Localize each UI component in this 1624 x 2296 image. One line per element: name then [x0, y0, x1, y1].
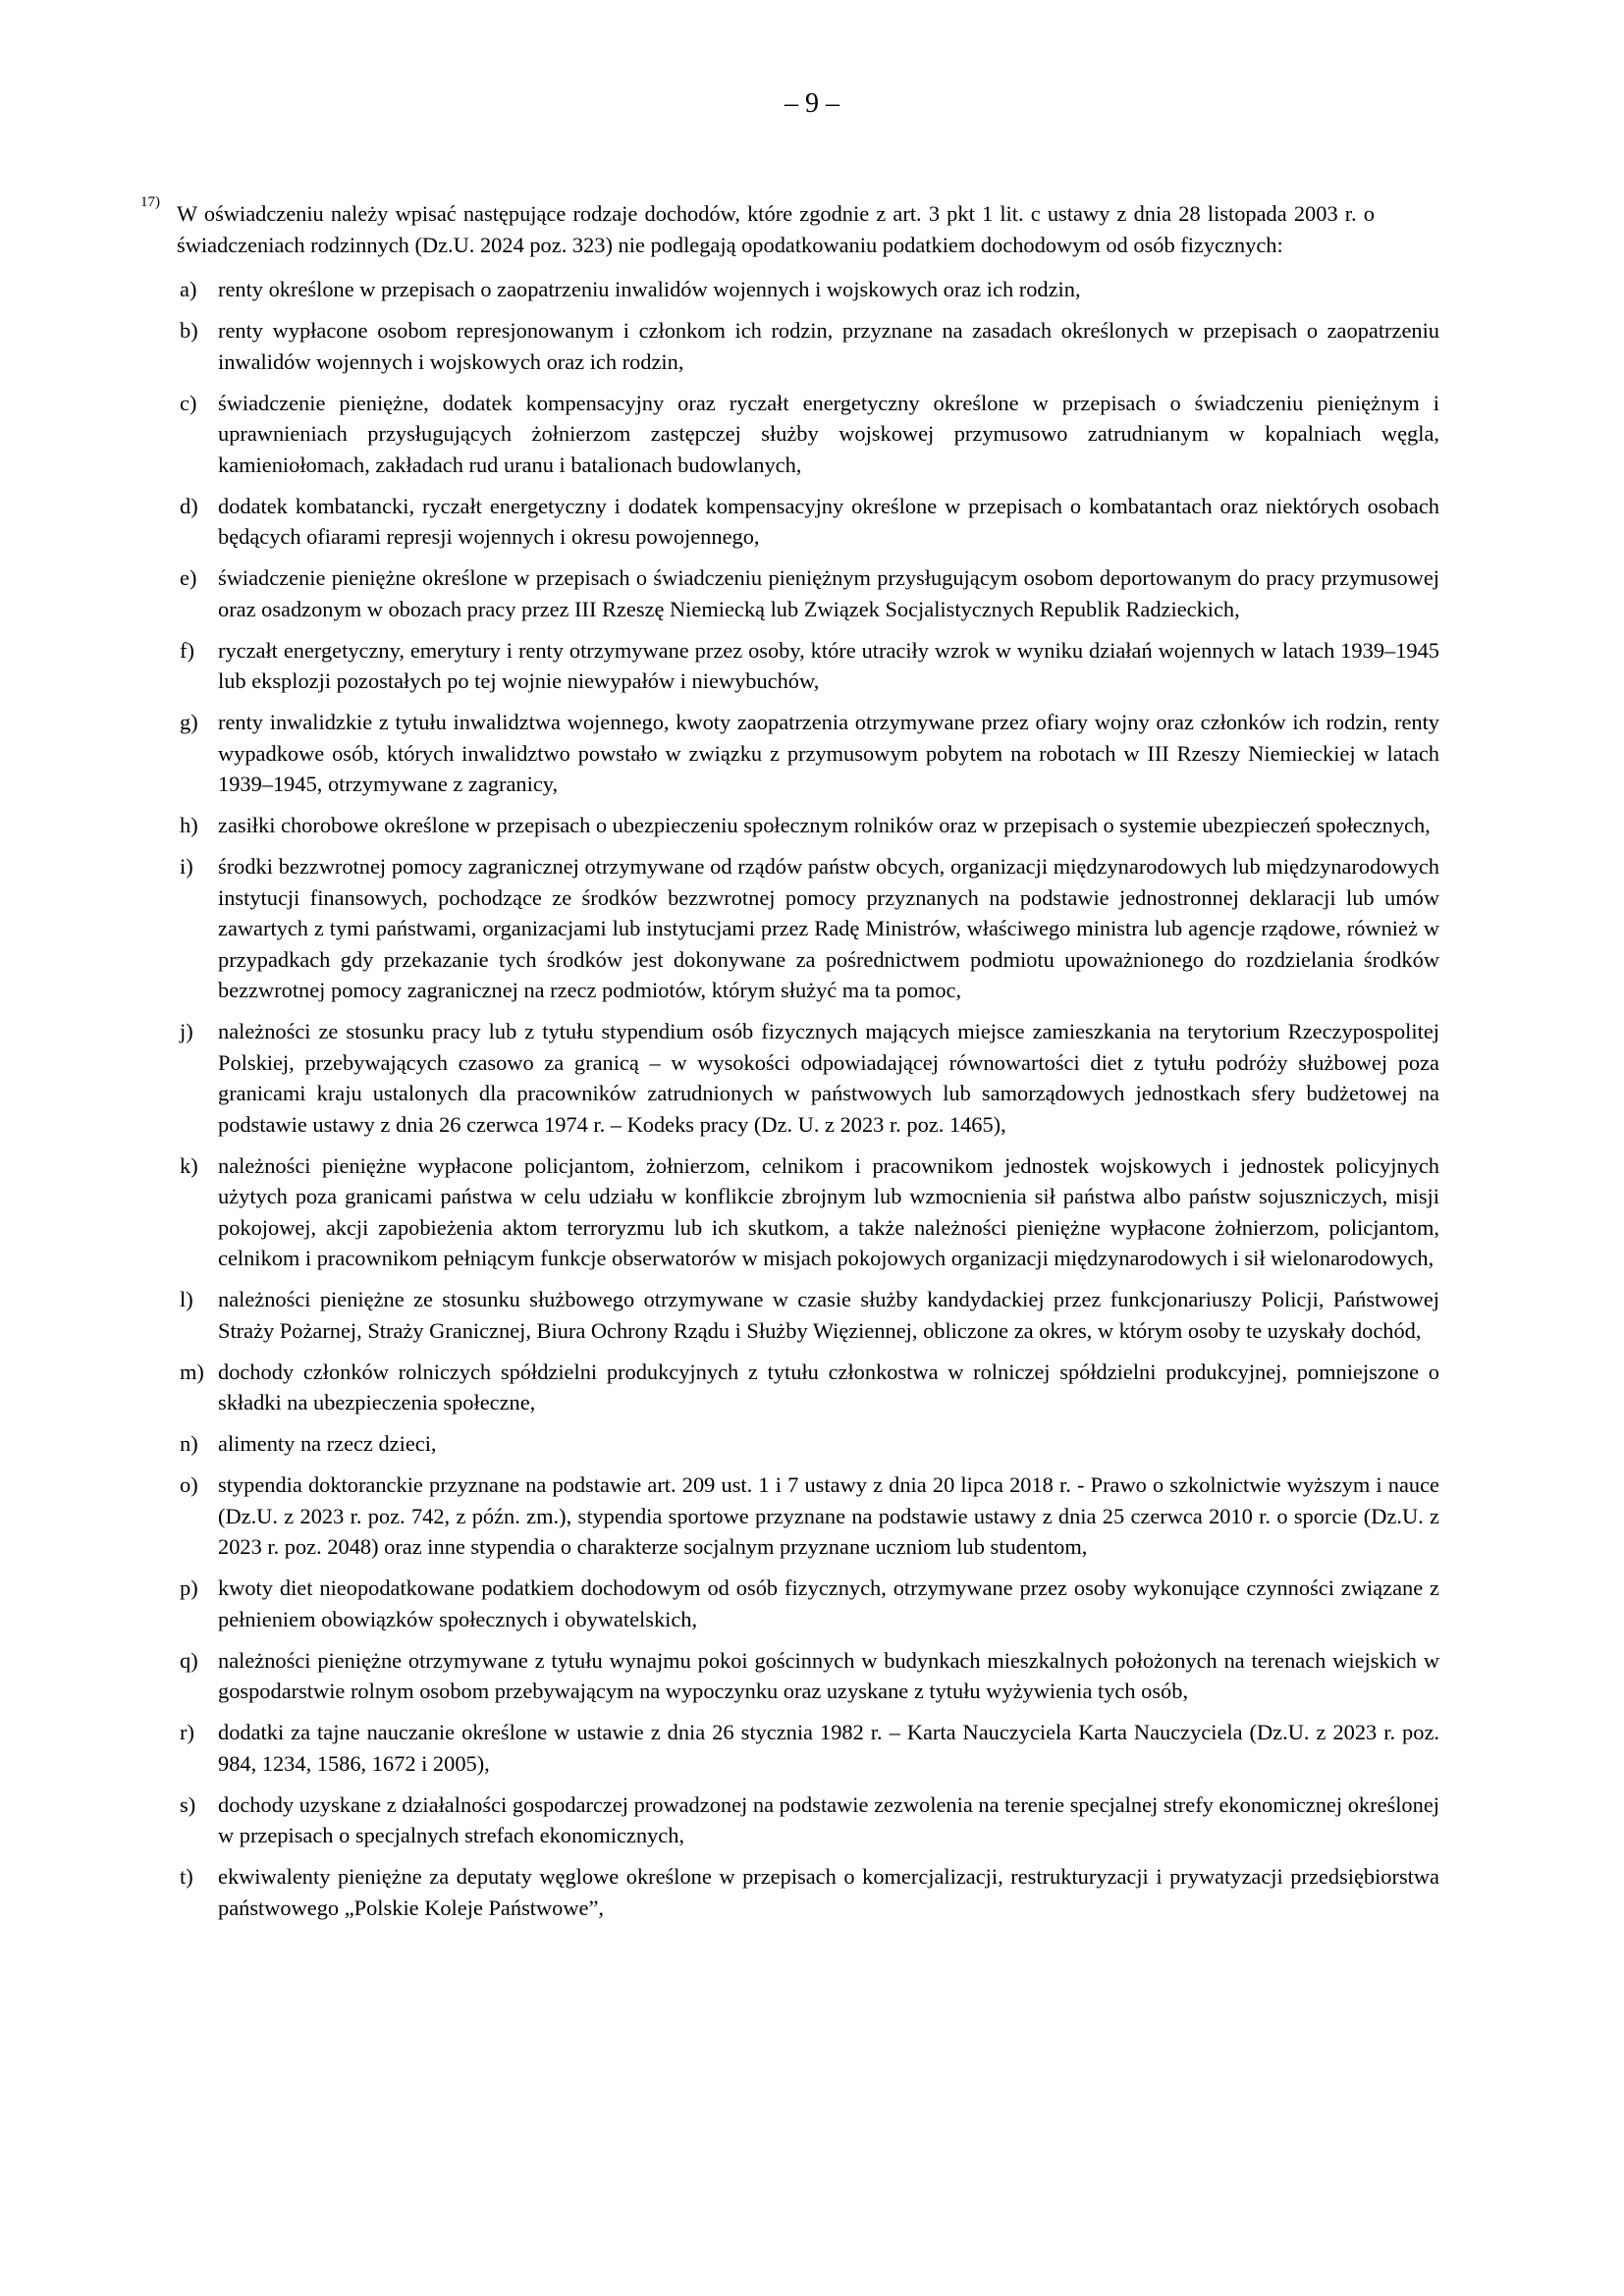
- list-marker: o): [180, 1472, 198, 1497]
- list-marker: r): [180, 1720, 194, 1744]
- list-item-c: [140, 388, 1439, 481]
- list-item-text: zasiłki chorobowe określone w przepisach o ubezpieczeniu społecznym rolników oraz w przepisach o systemie ubezpieczeń społecznych,: [218, 813, 1431, 837]
- list-marker: f): [180, 637, 194, 663]
- list-item-b: [140, 315, 1439, 377]
- list-item-text: dochody uzyskane z działalności gospodarczej prowadzonej na podstawie zezwolenia na terenie specjalnej strefy ekonomicznej określonej w przepisach o specjalnych strefach ekonomicznych,: [218, 1791, 1439, 1847]
- list-item-p: [140, 1573, 1439, 1634]
- list-item-text: świadczenie pieniężne, dodatek kompensacyjny oraz ryczałt energetyczny określone w przepisach o świadczeniu pieniężnym i uprawnieniach przysługujących żołnierzom zastępczej służby wojskowej przymusowo zatrudnianym w kopalniach węgla, kamieniołomach, zakładach rud uranu i batalionach budowlanych,: [218, 390, 1439, 477]
- list-marker: l): [180, 1287, 193, 1311]
- footnote-marker: 17): [140, 194, 160, 210]
- list-item-k: [140, 1150, 1439, 1274]
- list-marker: k): [180, 1152, 198, 1178]
- list-item-i: [140, 851, 1439, 1006]
- list-item-q: [140, 1645, 1439, 1707]
- list-marker: h): [180, 813, 198, 837]
- list-item-d: [140, 491, 1439, 553]
- list-item-h: [140, 810, 1439, 841]
- list-item-f: [140, 635, 1439, 697]
- list-item-text: należności pieniężne ze stosunku służbowego otrzymywane w czasie służby kandydackiej przez funkcjonariuszy Policji, Państwowej Straży Pożarnej, Straży Granicznej, Biura Ochrony Rządu i Służby Więziennej, obliczone za okres, w którym osoby te uzyskały dochód,: [218, 1287, 1439, 1343]
- list-item-s: [140, 1789, 1439, 1851]
- list-item-text: ryczałt energetyczny, emerytury i renty otrzymywane przez osoby, które utraciły wzrok w wyniku działań wojennych w latach 1939–1945 lub eksplozji pozostałych po tej wojnie niewypałów i niewybuchów,: [218, 637, 1439, 693]
- list-marker: a): [180, 277, 197, 301]
- list-marker: e): [180, 565, 197, 590]
- list-item-text: świadczenie pieniężne określone w przepisach o świadczeniu pieniężnym przysługującym osobom deportowanym do pracy przymusowej oraz osadzonym w obozach pracy przez III Rzeszę Niemiecką lub Związek Socjalistycznych Republik Radzieckich,: [218, 565, 1439, 621]
- list-marker: s): [180, 1791, 196, 1817]
- list-item-text: stypendia doktoranckie przyznane na podstawie art. 209 ust. 1 i 7 ustawy z dnia 20 lipca 2018 r. - Prawo o szkolnictwie wyższym i nauce (Dz.U. z 2023 r. poz. 742, z późn. zm.), stypendia sportowe przyznane na podstawie ustawy z dnia 25 czerwca 2010 r. o sporcie (Dz.U. z 2023 r. poz. 2048) oraz inne stypendia o charakterze socjalnym przyznane uczniom lub studentom,: [218, 1472, 1439, 1559]
- list-marker: j): [180, 1019, 193, 1043]
- list-item-n: [140, 1428, 1439, 1460]
- list-marker: g): [180, 710, 198, 734]
- list-marker: d): [180, 493, 198, 518]
- list-marker: i): [180, 854, 193, 879]
- list-item-text: renty określone w przepisach o zaopatrzeniu inwalidów wojennych i wojskowych oraz ich rodzin,: [218, 277, 1081, 301]
- list-item-m: [140, 1357, 1439, 1418]
- list-marker: p): [180, 1575, 198, 1600]
- list-item-text: ekwiwalenty pieniężne za deputaty węglowe określone w przepisach o komercjalizacji, restrukturyzacji i prywatyzacji przedsiębiorstwa państwowego „Polskie Koleje Państwowe”,: [218, 1864, 1439, 1920]
- list-marker: b): [180, 318, 198, 343]
- list-item-text: alimenty na rzecz dzieci,: [218, 1431, 437, 1456]
- list-item-text: dochody członków rolniczych spółdzielni produkcyjnych z tytułu członkostwa w rolniczej spółdzielni produkcyjnej, pomniejszone o składki na ubezpieczenia społeczne,: [218, 1359, 1439, 1415]
- list-item-text: środki bezzwrotnej pomocy zagranicznej otrzymywane od rządów państw obcych, organizacji międzynarodowych lub międzynarodowych instytucji finansowych, pochodzące ze środków bezzwrotnej pomocy przyznanych na podstawie jednostronnej deklaracji lub umów zawartych z tymi państwami, organizacjami lub instytucjami przez Radę Ministrów, właściwego ministra lub agencje rządowe, również w przypadkach gdy przekazanie tych środków jest dokonywane za pośrednictwem podmiotu upoważnionego do rozdzielania środków bezzwrotnej pomocy zagranicznej na rzecz podmiotów, którym służyć ma ta pomoc,: [218, 854, 1439, 1002]
- page-number: – 9 –: [785, 88, 839, 119]
- income-list: [140, 274, 1446, 1923]
- footnote-intro-text: W oświadczeniu należy wpisać następujące rodzaje dochodów, które zgodnie z art. 3 pkt 1 lit. c ustawy z dnia 28 listopada 2003 r. o świadczeniach rodzinnych (Dz.U. 2024 poz. 323) nie podlegają opodatkowaniu podatkiem dochodowym od osób fizycznych:: [177, 201, 1375, 257]
- list-item-text: renty inwalidzkie z tytułu inwalidztwa wojennego, kwoty zaopatrzenia otrzymywane przez ofiary wojny oraz członków ich rodzin, renty wypadkowe osób, których inwalidztwo powstało w związku z przymusowym pobytem na robotach w III Rzeszy Niemieckiej w latach 1939–1945, otrzymywane z zagranicy,: [218, 710, 1439, 796]
- list-marker: t): [180, 1864, 193, 1889]
- list-marker: m): [180, 1359, 204, 1384]
- list-item-l: [140, 1284, 1439, 1346]
- footnote-17: [140, 194, 1446, 1934]
- list-item-e: [140, 562, 1439, 624]
- list-item-text: należności pieniężne wypłacone policjantom, żołnierzom, celnikom i pracownikom jednostek wojskowych i jednostek policyjnych użytych poza granicami państwa w celu udziału w konflikcie zbrojnym lub wzmocnienia sił państwa albo państw sojuszniczych, misji pokojowej, akcji zapobieżenia aktom terroryzmu lub ich skutkom, a także należności pieniężne wypłacone żołnierzom, policjantom, celnikom i pracownikom pełniącym funkcje obserwatorów w misjach pokojowych organizacji międzynarodowych i sił wielonarodowych,: [218, 1152, 1439, 1270]
- list-item-g: [140, 707, 1439, 800]
- list-item-text: dodatki za tajne nauczanie określone w ustawie z dnia 26 stycznia 1982 r. – Karta Nauczyciela Karta Nauczyciela (Dz.U. z 2023 r. poz. 984, 1234, 1586, 1672 i 2005),: [218, 1720, 1439, 1776]
- list-item-text: należności pieniężne otrzymywane z tytułu wynajmu pokoi gościnnych w budynkach mieszkalnych położonych na terenach wiejskich w gospodarstwie rolnym osobom przebywającym na wypoczynku oraz uzyskane z tytułu wyżywienia tych osób,: [218, 1647, 1439, 1703]
- list-marker: q): [180, 1647, 198, 1673]
- list-item-a: [140, 274, 1439, 305]
- list-item-text: renty wypłacone osobom represjonowanym i członkom ich rodzin, przyznane na zasadach określonych w przepisach o zaopatrzeniu inwalidów wojennych i wojskowych oraz ich rodzin,: [218, 318, 1439, 374]
- list-item-text: kwoty diet nieopodatkowane podatkiem dochodowym od osób fizycznych, otrzymywane przez osoby wykonujące czynności związane z pełnieniem obowiązków społecznych i obywatelskich,: [218, 1575, 1439, 1631]
- list-item-text: dodatek kombatancki, ryczałt energetyczny i dodatek kompensacyjny określone w przepisach o kombatantach oraz niektórych osobach będących ofiarami represji wojennych i okresu powojennego,: [218, 493, 1439, 549]
- list-item-text: należności ze stosunku pracy lub z tytułu stypendium osób fizycznych mających miejsce zamieszkania na terytorium Rzeczypospolitej Polskiej, przebywających czasowo za granicą – w wysokości odpowiadającej równowartości diet z tytułu podróży służbowej poza granicami kraju ustalonych dla pracowników zatrudnionych w państwowych lub samorządowych jednostkach sfery budżetowej na podstawie ustawy z dnia 26 czerwca 1974 r. – Kodeks pracy (Dz. U. z 2023 r. poz. 1465),: [218, 1019, 1439, 1137]
- list-marker: n): [180, 1431, 198, 1456]
- list-item-t: [140, 1861, 1439, 1923]
- list-item-r: [140, 1717, 1439, 1779]
- list-marker: c): [180, 390, 197, 415]
- footnote-intro: [140, 194, 1375, 260]
- list-item-j: [140, 1016, 1439, 1140]
- list-item-o: [140, 1469, 1439, 1563]
